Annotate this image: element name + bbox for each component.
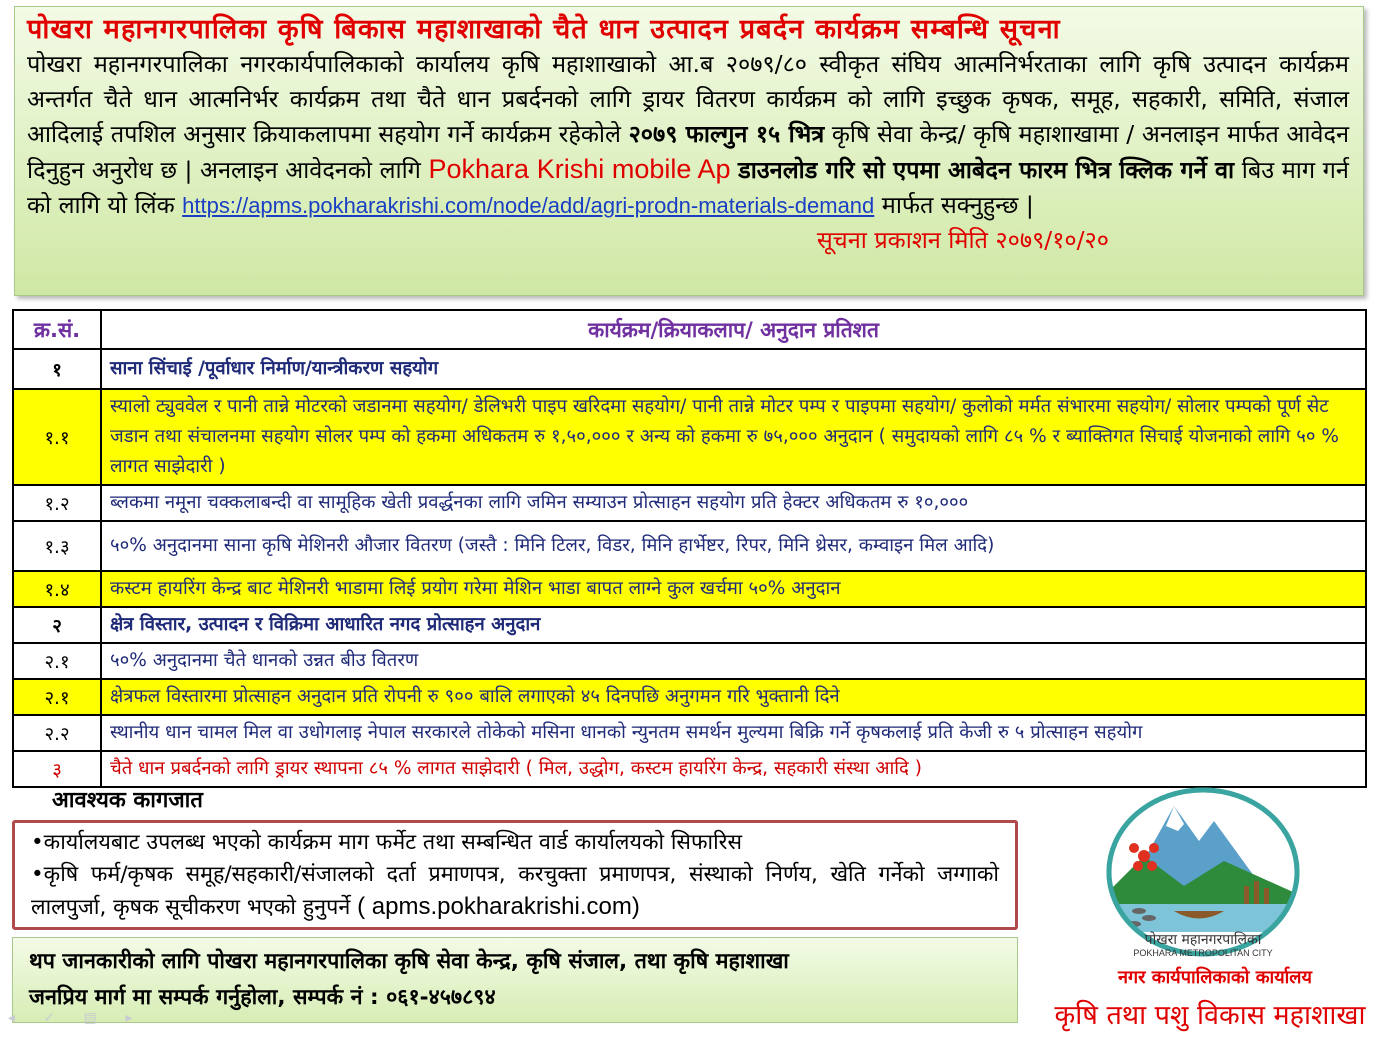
contact-box xyxy=(12,937,1018,1023)
table-row xyxy=(13,607,1366,643)
table-row xyxy=(13,485,1366,521)
documents-title: आवश्यक कागजात xyxy=(52,788,203,813)
table-row xyxy=(13,679,1366,715)
demand-form-link[interactable]: https://apms.pokharakrishi.com/node/add/agri-prodn-materials-demand xyxy=(182,193,875,218)
notice-text-5: मार्फत सक्नुहुन्छ | xyxy=(881,191,1034,219)
office-name: नगर कार्यपालिकाको कार्यालय xyxy=(1118,967,1312,988)
table-row xyxy=(13,643,1366,679)
table-row xyxy=(13,521,1366,571)
logo-text-np: पोखरा महानगरपालिका xyxy=(1144,932,1262,948)
row-number: १.२ xyxy=(13,485,101,521)
row-text: चैते धान प्रबर्दनको लागि ड्रायर स्थापना ८५ % लागत साझेदारी ( मिल, उद्धोग, कस्टम हायरिंग केन्द्र, सहकारी संस्था आदि ) xyxy=(101,751,1366,787)
notice-box xyxy=(14,6,1364,296)
pokhara-logo xyxy=(1104,786,1302,964)
logo-text-en: POKHARA METROPOLITAN CITY xyxy=(1133,948,1273,958)
table-row xyxy=(13,751,1366,787)
program-table xyxy=(12,309,1367,788)
row-text: साना सिंचाई /पूर्वाधार निर्माण/यान्त्रीकरण सहयोग xyxy=(101,349,1366,389)
notice-title: पोखरा महानगरपालिका कृषि बिकास महाशाखाको चैते धान उत्पादन प्रबर्दन कार्यक्रम सम्बन्धि सूचना xyxy=(27,14,1061,45)
document-item xyxy=(31,859,999,924)
branch-name: कृषि तथा पशु विकास महाशाखा xyxy=(1054,1000,1366,1031)
row-text: क्षेत्र विस्तार, उत्पादन र विक्रिमा आधारित नगद प्रोत्साहन अनुदान xyxy=(101,607,1366,643)
row-number: १.१ xyxy=(13,389,101,485)
row-text: स्थानीय धान चामल मिल वा उधोगलाइ नेपाल सरकारले तोकेको मसिना धानको न्युनतम समर्थन मुल्यमा बिक्रि गर्ने कृषकलाई प्रति केजी रु ५ प्रोत्साहन सहयोग xyxy=(101,715,1366,751)
header-serial: क्र.सं. xyxy=(13,310,101,349)
row-text: क्षेत्रफल विस्तारमा प्रोत्साहन अनुदान प्रति रोपनी रु ९०० बालि लगाएको ४५ दिनपछि अनुगमन गरि भुक्तानी दिने xyxy=(101,679,1366,715)
table-row xyxy=(13,715,1366,751)
row-number: १ xyxy=(13,349,101,389)
row-text: ब्लकमा नमूना चक्कलाबन्दी वा सामूहिक खेती प्रवर्द्धनका लागि जमिन सम्याउन प्रोत्साहन सहयोग प्रति हेक्टर अधिकतम रु १०,००० xyxy=(101,485,1366,521)
table-row xyxy=(13,389,1366,485)
notice-body xyxy=(27,47,1349,254)
table-row xyxy=(13,349,1366,389)
row-number: २.१ xyxy=(13,679,101,715)
row-number: १.४ xyxy=(13,571,101,607)
contact-line-1: थप जानकारीको लागि पोखरा महानगरपालिका कृषि सेवा केन्द्र, कृषि संजाल, तथा कृषि महाशाखा xyxy=(29,949,789,974)
row-text: कस्टम हायरिंग केन्द्र बाट मेशिनरी भाडामा लिई प्रयोग गरेमा मेशिन भाडा बापत लाग्ने कुल खर्चमा ५०% अनुदान xyxy=(101,571,1366,607)
row-number: ३ xyxy=(13,751,101,787)
documents-box xyxy=(12,820,1018,930)
row-number: २.१ xyxy=(13,643,101,679)
table-row xyxy=(13,571,1366,607)
contact-line-2: जनप्रिय मार्ग मा सम्पर्क गर्नुहोला, सम्पर्क नं : ०६१-४५७८९४ xyxy=(29,985,496,1010)
row-number: २ xyxy=(13,607,101,643)
header-program: कार्यक्रम/क्रियाकलाप/ अनुदान प्रतिशत xyxy=(101,310,1366,349)
watermark-icons: ◂ ✓ ▤ ▸ xyxy=(8,1010,145,1026)
document-item: •कार्यालयबाट उपलब्ध भएको कार्यक्रम माग फर्मेट तथा सम्बन्धित वार्ड कार्यालयको सिफारिस xyxy=(31,830,742,855)
row-text: ५०% अनुदानमा साना कृषि मेशिनरी औजार वितरण (जस्तै : मिनि टिलर, विडर, मिनि हार्भेष्टर, रिपर, मिनि थ्रेसर, कम्वाइन मिल आदि) xyxy=(101,521,1366,571)
row-text: ५०% अनुदानमा चैते धानको उन्नत बीउ वितरण xyxy=(101,643,1366,679)
notice-text-3: डाउनलोड गरि सो एपमा आबेदन फारम भित्र क्लिक गर्ने वा xyxy=(738,156,1235,184)
notice-text-1: पोखरा महानगरपालिका नगरकार्यपालिकाको कार्यालय कृषि महाशाखाको आ.ब २०७९/८० स्वीकृत संघिय आत्मनिर्भरताका लागि कृषि उत्पादन कार्यक्रम अन्तर्गत चैते धान आत्मनिर्भर कार्यक्रम तथा चैते धान प्रबर्दनको लागि ड्रायर वितरण कार्यक्रम को लागि इच्छुक कृषक, समूह, सहकारी, समिति, संजाल आदिलाई तपशिल अनुसार क्रियाकलापमा सहयोग गर्ने कार्यक्रम रहेकोले xyxy=(27,50,1349,148)
row-number: २.२ xyxy=(13,715,101,751)
publish-date: सूचना प्रकाशन मिति २०७९/१०/२० xyxy=(816,226,1109,254)
notice-text-2: कृषि सेवा केन्द्र/ कृषि महाशाखामा / अनलाइन मार्फत आवेदन दिनुहुन अनुरोध छ | अनलाइन आवेदनको लागि xyxy=(27,120,1349,184)
row-text: स्यालो ट्युववेल र पानी तान्ने मोटरको जडानमा सहयोग/ डेलिभरी पाइप खरिदमा सहयोग/ पानी तान्ने मोटर पम्प र पाइपमा सहयोग/ कुलोको मर्मत संभारमा सहयोग/ सोलार पम्पको पूर्ण सेट जडान तथा संचालनमा सहयोग सोलर पम्प को हकमा अधिकतम रु १,५०,००० र अन्य को हकमा रु ७५,००० अनुदान ( समुदायको लागि ८५ % र ब्याक्तिगत सिचाई योजनाको लागि ५० % लागत साझेदारी ) xyxy=(101,389,1366,485)
document-item-text: •कृषि फर्म/कृषक समूह/सहकारी/संजालको दर्ता प्रमाणपत्र, करचुक्ता प्रमाणपत्र, संस्थाको निर्णय, खेति गर्नेको जग्गाको लालपुर्जा, कृषक सूचीकरण भएको हुनुपर्ने xyxy=(31,862,999,920)
notice-deadline: २०७९ फाल्गुन १५ भित्र xyxy=(628,120,825,148)
notice-text-4: बिउ माग गर्न को लागि यो लिंक xyxy=(27,156,1349,219)
row-number: १.३ xyxy=(13,521,101,571)
table-header-row xyxy=(13,310,1366,349)
document-website: ( apms.pokharakrishi.com) xyxy=(357,893,640,920)
app-name: Pokhara Krishi mobile Ap xyxy=(428,154,731,184)
